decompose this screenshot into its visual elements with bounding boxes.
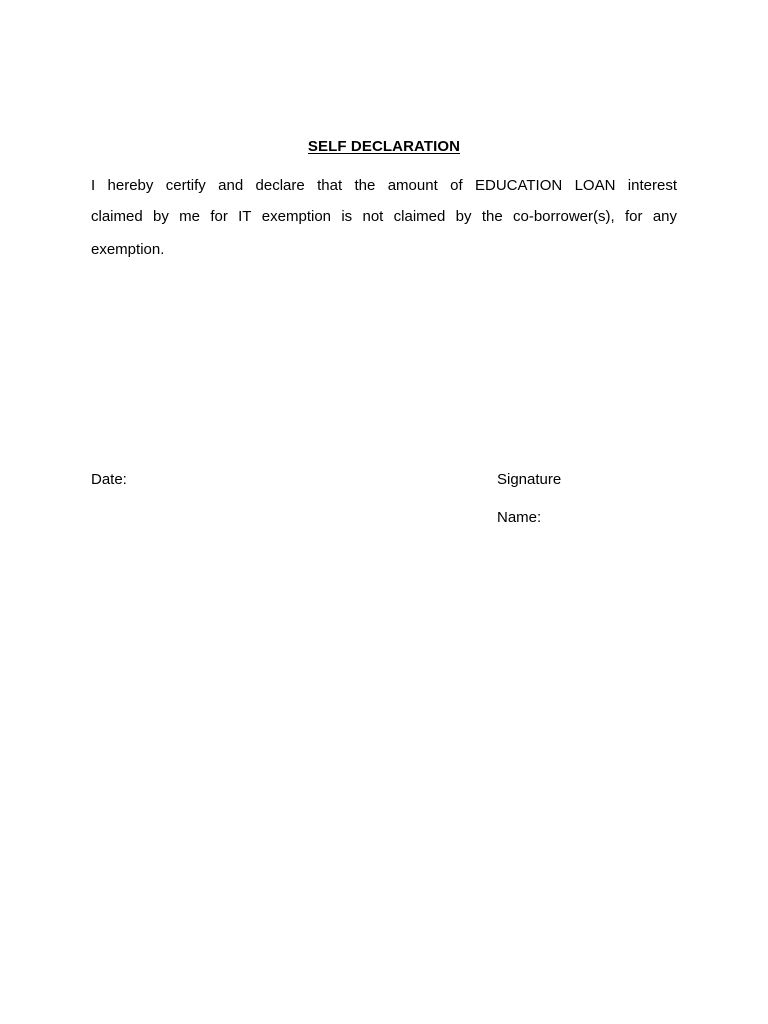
declaration-line-2 xyxy=(91,208,677,226)
word: co-borrower(s), xyxy=(512,208,615,225)
word: by xyxy=(153,208,169,225)
word: is xyxy=(341,208,353,225)
word: claimed xyxy=(91,208,143,225)
word: EDUCATION xyxy=(474,177,563,194)
word: certify xyxy=(165,177,206,194)
word: the xyxy=(481,208,503,225)
word: not xyxy=(362,208,384,225)
word: that xyxy=(317,177,343,194)
document-title: SELF DECLARATION xyxy=(307,138,461,155)
word: for xyxy=(210,208,228,225)
date-label: Date: xyxy=(91,471,127,488)
declaration-line-3: exemption. xyxy=(91,241,165,258)
word: LOAN xyxy=(574,177,616,194)
word: by xyxy=(455,208,472,225)
word: any xyxy=(652,208,677,225)
word: of xyxy=(450,177,463,194)
word: for xyxy=(624,208,643,225)
word: declare xyxy=(255,177,305,194)
word: interest xyxy=(627,177,677,194)
word: IT xyxy=(238,208,252,225)
word: exemption xyxy=(261,208,332,225)
word: I xyxy=(91,177,96,194)
word: hereby xyxy=(107,177,154,194)
declaration-line-1 xyxy=(91,177,677,195)
word: claimed xyxy=(393,208,446,225)
word: amount xyxy=(387,177,438,194)
word: the xyxy=(354,177,376,194)
word: and xyxy=(218,177,244,194)
name-label: Name: xyxy=(497,509,542,526)
signature-label: Signature xyxy=(497,471,562,488)
word: me xyxy=(179,208,200,225)
